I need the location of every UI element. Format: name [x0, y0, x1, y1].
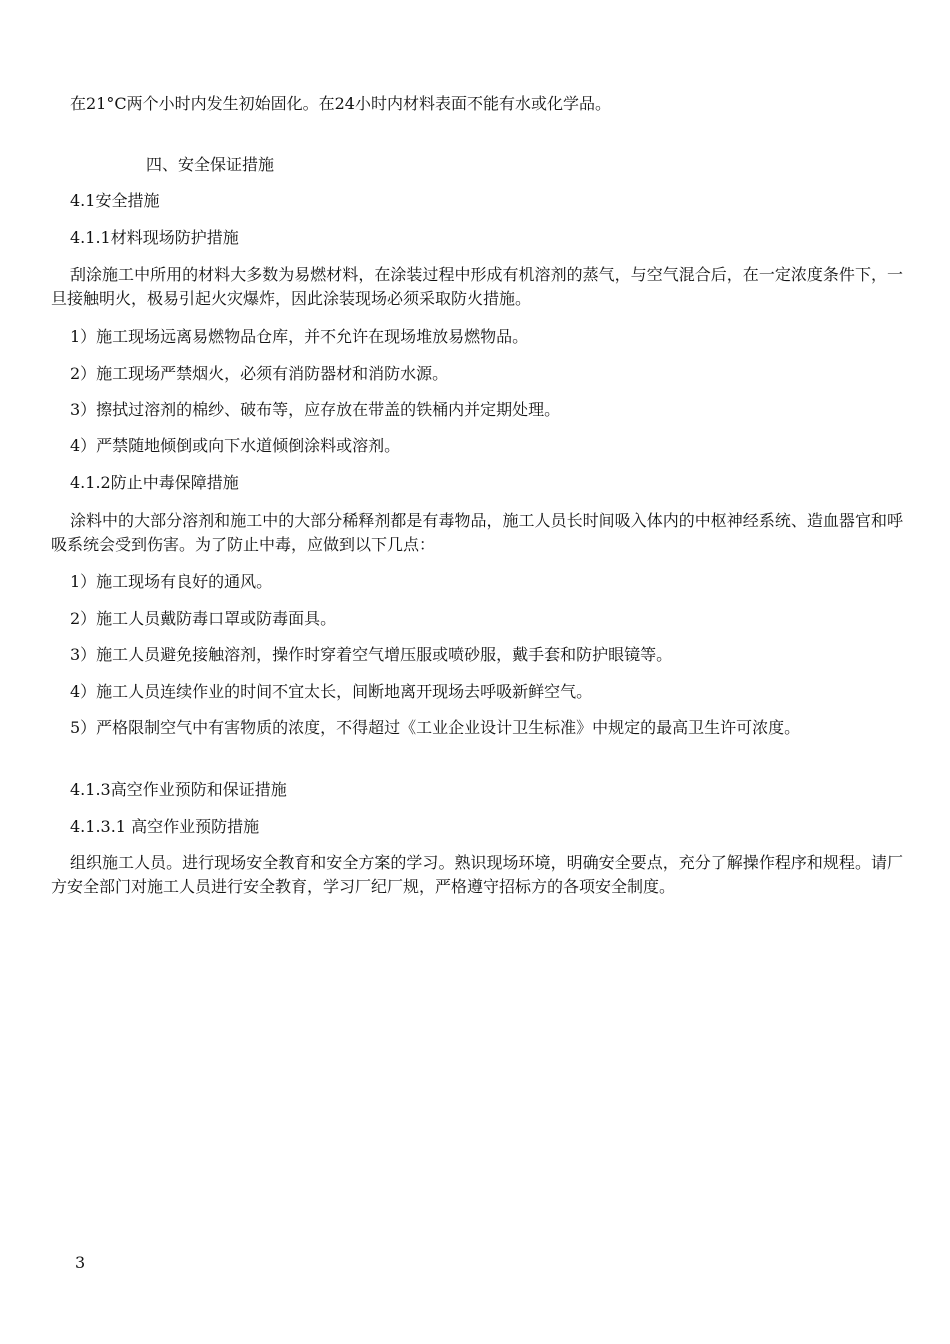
list-item: 1）施工现场远离易燃物品仓库，并不允许在现场堆放易燃物品。 [70, 327, 529, 346]
paragraph-fire-prevention: 刮涂施工中所用的材料大多数为易燃材料，在涂装过程中形成有机溶剂的蒸气，与空气混合后，在一定浓度条件下，一旦接触明火，极易引起火灾爆炸，因此涂装现场必须采取防火措施。 [51, 265, 903, 308]
heading-4-1-3-1: 4.1.3.1 高空作业预防措施 [70, 817, 260, 836]
continuation-text: 在21°C两个小时内发生初始固化。在24小时内材料表面不能有水或化学品。 [70, 94, 611, 113]
list-item: 4）严禁随地倾倒或向下水道倾倒涂料或溶剂。 [70, 436, 401, 455]
paragraph-height-work: 组织施工人员。进行现场安全教育和安全方案的学习。熟识现场环境，明确安全要点，充分了解操作程序和规程。请厂方安全部门对施工人员进行安全教育，学习厂纪厂规，严格遵守招标方的各项安全制度。 [51, 853, 903, 896]
heading-4-1-2: 4.1.2防止中毒保障措施 [70, 473, 239, 492]
list-item: 4）施工人员连续作业的时间不宜太长，间断地离开现场去呼吸新鲜空气。 [70, 682, 593, 701]
list-item: 3）擦拭过溶剂的棉纱、破布等，应存放在带盖的铁桶内并定期处理。 [70, 400, 561, 419]
heading-4-1-3: 4.1.3高空作业预防和保证措施 [70, 780, 287, 799]
list-item: 1）施工现场有良好的通风。 [70, 572, 273, 591]
list-item: 2）施工现场严禁烟火，必须有消防器材和消防水源。 [70, 364, 449, 383]
heading-4-1: 4.1安全措施 [70, 191, 160, 210]
list-item: 3）施工人员避免接触溶剂，操作时穿着空气增压服或喷砂服，戴手套和防护眼镜等。 [70, 645, 673, 664]
section-heading: 四、安全保证措施 [146, 155, 275, 174]
page-number: 3 [75, 1253, 86, 1272]
list-item: 2）施工人员戴防毒口罩或防毒面具。 [70, 609, 337, 628]
heading-4-1-1: 4.1.1材料现场防护措施 [70, 228, 239, 247]
paragraph-poison-prevention: 涂料中的大部分溶剂和施工中的大部分稀释剂都是有毒物品，施工人员长时间吸入体内的中枢神经系统、造血器官和呼吸系统会受到伤害。为了防止中毒，应做到以下几点： [51, 511, 903, 554]
list-item: 5）严格限制空气中有害物质的浓度，不得超过《工业企业设计卫生标准》中规定的最高卫生许可浓度。 [70, 718, 801, 737]
